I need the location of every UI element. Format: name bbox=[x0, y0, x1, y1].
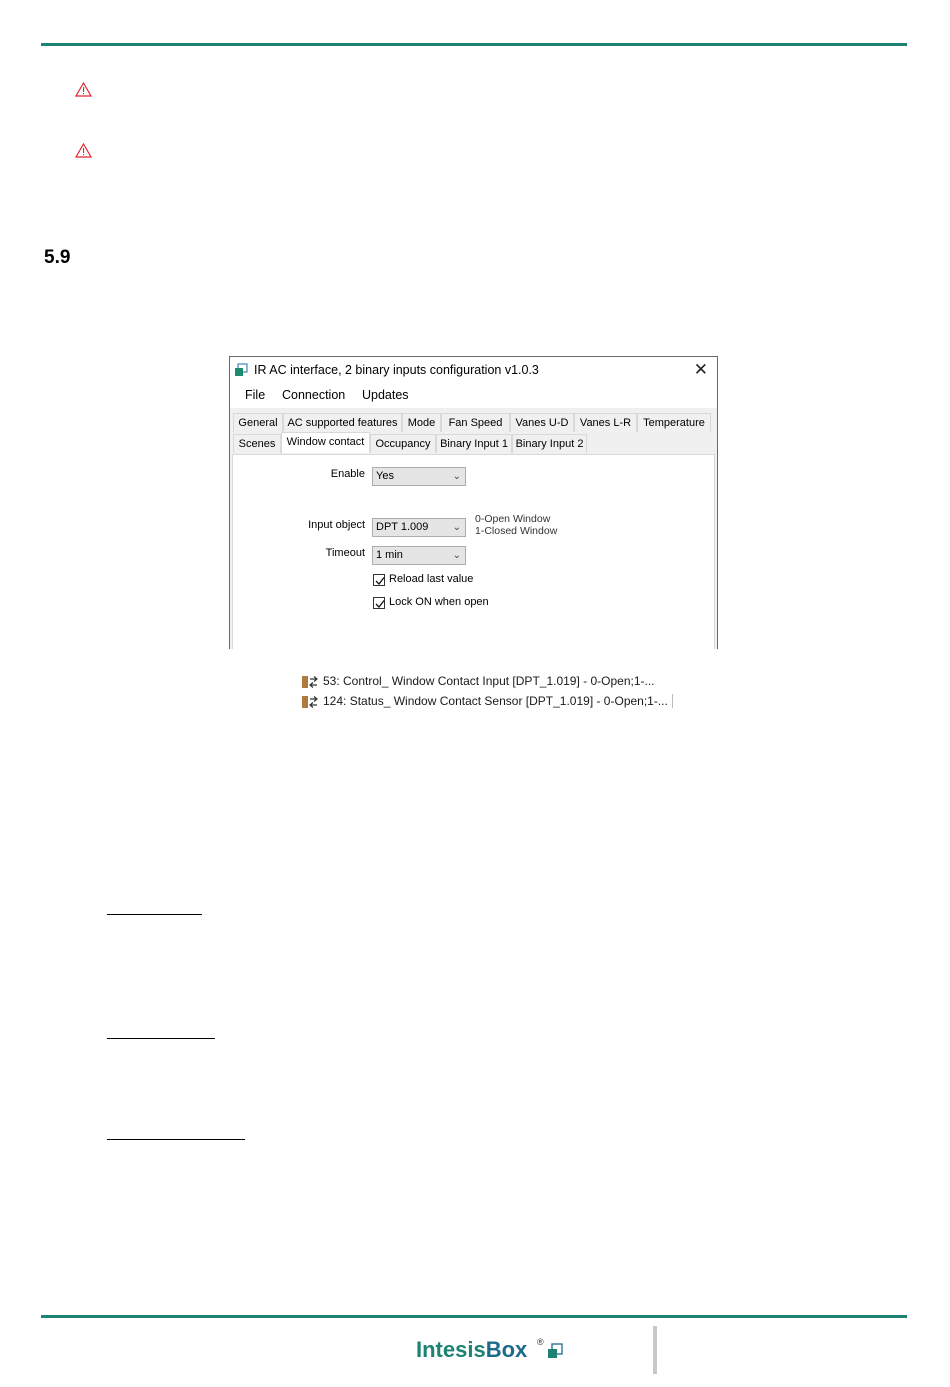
dialog-titlebar bbox=[230, 357, 717, 383]
input-object-select[interactable] bbox=[372, 518, 466, 537]
tab-mode[interactable]: Mode bbox=[402, 413, 441, 432]
tab-binary-input-2[interactable]: Binary Input 2 bbox=[512, 434, 587, 453]
tab-vanes-lr[interactable]: Vanes L-R bbox=[574, 413, 637, 432]
header-rule bbox=[41, 43, 907, 46]
communication-object-label: 124: Status_ Window Contact Sensor [DPT_1.019] - 0-Open;1-... bbox=[323, 694, 673, 708]
lock-on-when-open-label: Lock ON when open bbox=[389, 596, 489, 608]
enable-select[interactable] bbox=[372, 467, 466, 486]
footer-rule bbox=[41, 1315, 907, 1318]
tab-vanes-ud[interactable]: Vanes U-D bbox=[510, 413, 574, 432]
timeout-label: Timeout bbox=[325, 547, 365, 559]
app-icon bbox=[234, 363, 248, 377]
brand-logo-text bbox=[416, 1337, 527, 1363]
warning-triangle-icon bbox=[75, 82, 92, 97]
chevron-down-icon: ⌄ bbox=[452, 522, 461, 533]
footer-divider bbox=[653, 1326, 657, 1374]
heading-underline bbox=[107, 1139, 245, 1140]
input-object-label: Input object bbox=[308, 519, 365, 531]
communication-object-icon bbox=[302, 675, 318, 689]
config-dialog bbox=[229, 356, 718, 649]
checkmark-icon bbox=[374, 598, 386, 610]
chevron-down-icon: ⌄ bbox=[452, 471, 461, 482]
section-number: 5.9 bbox=[44, 247, 71, 268]
tab-scenes[interactable]: Scenes bbox=[233, 434, 281, 453]
tab-ac-supported-features[interactable]: AC supported features bbox=[283, 413, 402, 432]
warning-triangle-icon bbox=[75, 143, 92, 158]
tab-occupancy[interactable]: Occupancy bbox=[370, 434, 436, 453]
menu-file[interactable]: File bbox=[245, 388, 266, 402]
input-hint-open: 0-Open Window bbox=[475, 513, 551, 525]
input-object-select-value: DPT 1.009 bbox=[376, 521, 429, 533]
tab-general[interactable]: General bbox=[233, 413, 283, 432]
reload-last-value-label: Reload last value bbox=[389, 573, 474, 585]
close-icon[interactable]: ✕ bbox=[693, 360, 708, 379]
menu-bar bbox=[230, 383, 717, 408]
timeout-select[interactable] bbox=[372, 546, 466, 565]
enable-label: Enable bbox=[330, 468, 365, 480]
brand-part-2: Box bbox=[485, 1337, 528, 1362]
chevron-down-icon: ⌄ bbox=[452, 550, 461, 561]
heading-underline bbox=[107, 914, 202, 915]
heading-underline bbox=[107, 1038, 215, 1039]
menu-connection[interactable]: Connection bbox=[282, 388, 346, 402]
dialog-title: IR AC interface, 2 binary inputs configuration v1.0.3 bbox=[254, 363, 539, 377]
tab-window-contact[interactable]: Window contact bbox=[281, 432, 370, 453]
tab-binary-input-1[interactable]: Binary Input 1 bbox=[436, 434, 512, 453]
lock-on-when-open-checkbox[interactable] bbox=[373, 597, 385, 609]
window-contact-panel bbox=[232, 454, 715, 649]
registered-mark: ® bbox=[537, 1337, 544, 1347]
menu-updates[interactable]: Updates bbox=[362, 388, 409, 402]
timeout-select-value: 1 min bbox=[376, 549, 403, 561]
reload-last-value-checkbox[interactable] bbox=[373, 574, 385, 586]
tab-fan-speed[interactable]: Fan Speed bbox=[441, 413, 510, 432]
communication-object-label: 53: Control_ Window Contact Input [DPT_1.019] - 0-Open;1-... bbox=[323, 674, 655, 688]
checkmark-icon bbox=[374, 575, 386, 587]
brand-logo-icon bbox=[546, 1342, 564, 1360]
tab-temperature[interactable]: Temperature bbox=[637, 413, 711, 432]
enable-select-value: Yes bbox=[376, 470, 394, 482]
tabs-area bbox=[230, 408, 717, 649]
communication-object-icon bbox=[302, 695, 318, 709]
input-hint-closed: 1-Closed Window bbox=[475, 525, 558, 537]
brand-part-1: Intesis bbox=[416, 1337, 486, 1362]
